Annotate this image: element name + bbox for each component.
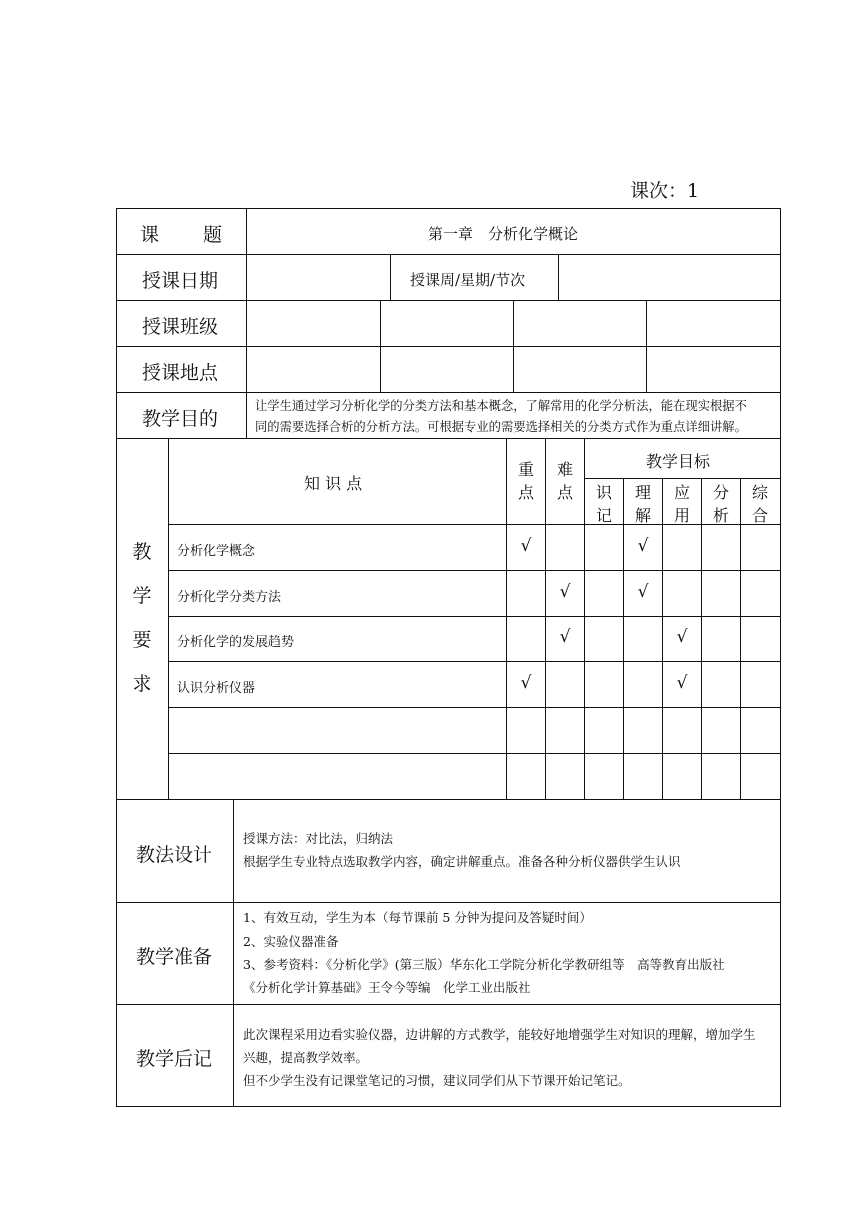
apply-mark: √	[676, 673, 688, 693]
preparation-line-4: 《分析化学计算基础》王令今等编 化学工业出版社	[243, 980, 531, 995]
row-divider	[116, 1004, 780, 1005]
goal-col-analyze	[702, 481, 740, 527]
goal-char: 理	[634, 483, 651, 502]
row-divider	[116, 346, 780, 347]
row-divider	[116, 392, 780, 393]
side-char: 教	[132, 541, 152, 563]
col-divider	[233, 799, 234, 1106]
requirements-side-label	[116, 530, 168, 706]
class-label: 授课班级	[142, 316, 219, 338]
understand-mark: √	[637, 536, 649, 556]
apply-mark: √	[676, 627, 688, 647]
knowledge-item: 分析化学分类方法	[177, 590, 282, 605]
preparation-line-3: 3、参考资料：《分析化学》(第三版）华东化工学院分析化学教研组等 高等教育出版社	[243, 957, 725, 972]
knowledge-header: 知 识 点	[304, 474, 363, 493]
topic-label-a: 课	[140, 224, 160, 246]
location-label: 授课地点	[142, 362, 219, 384]
goal-char: 用	[673, 506, 690, 525]
row-divider	[168, 753, 780, 754]
knowledge-item: 分析化学的发展趋势	[177, 635, 295, 650]
goal-char: 分	[712, 483, 729, 502]
week-label: 授课周/星期/节次	[410, 271, 526, 289]
preparation-label: 教学准备	[136, 946, 213, 968]
col-divider	[646, 300, 647, 392]
objective-label: 教学目的	[142, 408, 219, 430]
row-divider	[116, 254, 780, 255]
goals-header: 教学目标	[646, 452, 711, 471]
col-divider	[513, 300, 514, 392]
goal-col-synthesize	[741, 481, 779, 527]
topic-label-b: 题	[203, 224, 223, 246]
goal-char: 应	[673, 483, 690, 502]
understand-mark: √	[637, 582, 649, 602]
preparation-line-2: 2、实验仪器准备	[243, 934, 339, 949]
objective-text-1: 让学生通过学习分析化学的分类方法和基本概念，了解常用的化学分析法，能在现实根据不	[255, 399, 747, 413]
goal-char: 记	[595, 506, 612, 525]
col-divider	[380, 300, 381, 392]
side-char: 求	[132, 673, 152, 695]
postscript-line-2: 兴趣，提高教学效率。	[243, 1050, 369, 1065]
postscript-line-1: 此次课程采用边看实验仪器，边讲解的方式教学，能较好地增强学生对知识的理解，增加学生	[243, 1027, 756, 1042]
col-divider	[168, 438, 169, 799]
lesson-number: 课次：1	[630, 180, 700, 202]
row-divider	[116, 902, 780, 903]
row-divider	[116, 799, 780, 800]
col-divider	[390, 254, 391, 300]
col-divider	[246, 208, 247, 438]
row-divider	[584, 478, 780, 479]
goal-char: 综	[751, 483, 768, 502]
postscript-label: 教学后记	[136, 1048, 213, 1070]
difficult-header	[546, 458, 584, 504]
method-line-2: 根据学生专业特点选取教学内容，确定讲解重点。准备各种分析仪器供学生认识	[243, 854, 681, 869]
row-divider	[116, 438, 780, 439]
key-char: 重	[517, 460, 534, 479]
knowledge-item: 分析化学概念	[177, 544, 256, 559]
goal-char: 解	[634, 506, 651, 525]
row-divider	[168, 616, 780, 617]
side-char: 要	[132, 629, 152, 651]
preparation-line-1: 1、有效互动，学生为本（每节课前 5 分钟为提问及答疑时间）	[243, 910, 592, 925]
side-char: 学	[132, 585, 152, 607]
row-divider	[168, 661, 780, 662]
row-divider	[168, 570, 780, 571]
difficult-mark: √	[559, 582, 571, 602]
difficult-char: 难	[556, 460, 573, 479]
key-mark: √	[520, 673, 532, 693]
goal-col-remember	[585, 481, 623, 527]
knowledge-item: 认识分析仪器	[177, 681, 256, 696]
date-label: 授课日期	[142, 270, 219, 292]
objective-text-2: 同的需要选择合析的分析方法。可根据专业的需要选择相关的分类方式作为重点详细讲解。	[255, 420, 747, 434]
goal-char: 合	[751, 506, 768, 525]
difficult-mark: √	[559, 627, 571, 647]
goal-char: 析	[712, 506, 729, 525]
difficult-char: 点	[556, 483, 573, 502]
row-divider	[116, 300, 780, 301]
goal-col-apply	[663, 481, 701, 527]
method-line-1: 授课方法：对比法，归纳法	[243, 831, 394, 846]
goal-col-understand	[624, 481, 662, 527]
row-divider	[168, 707, 780, 708]
topic-value: 第一章 分析化学概论	[428, 225, 579, 243]
postscript-line-3: 但不少学生没有记课堂笔记的习惯，建议同学们从下节课开始记笔记。	[243, 1073, 631, 1088]
key-mark: √	[520, 536, 532, 556]
method-label: 教法设计	[136, 844, 213, 866]
key-header	[507, 458, 545, 504]
col-divider	[558, 254, 559, 300]
goal-char: 识	[595, 483, 612, 502]
key-char: 点	[517, 483, 534, 502]
